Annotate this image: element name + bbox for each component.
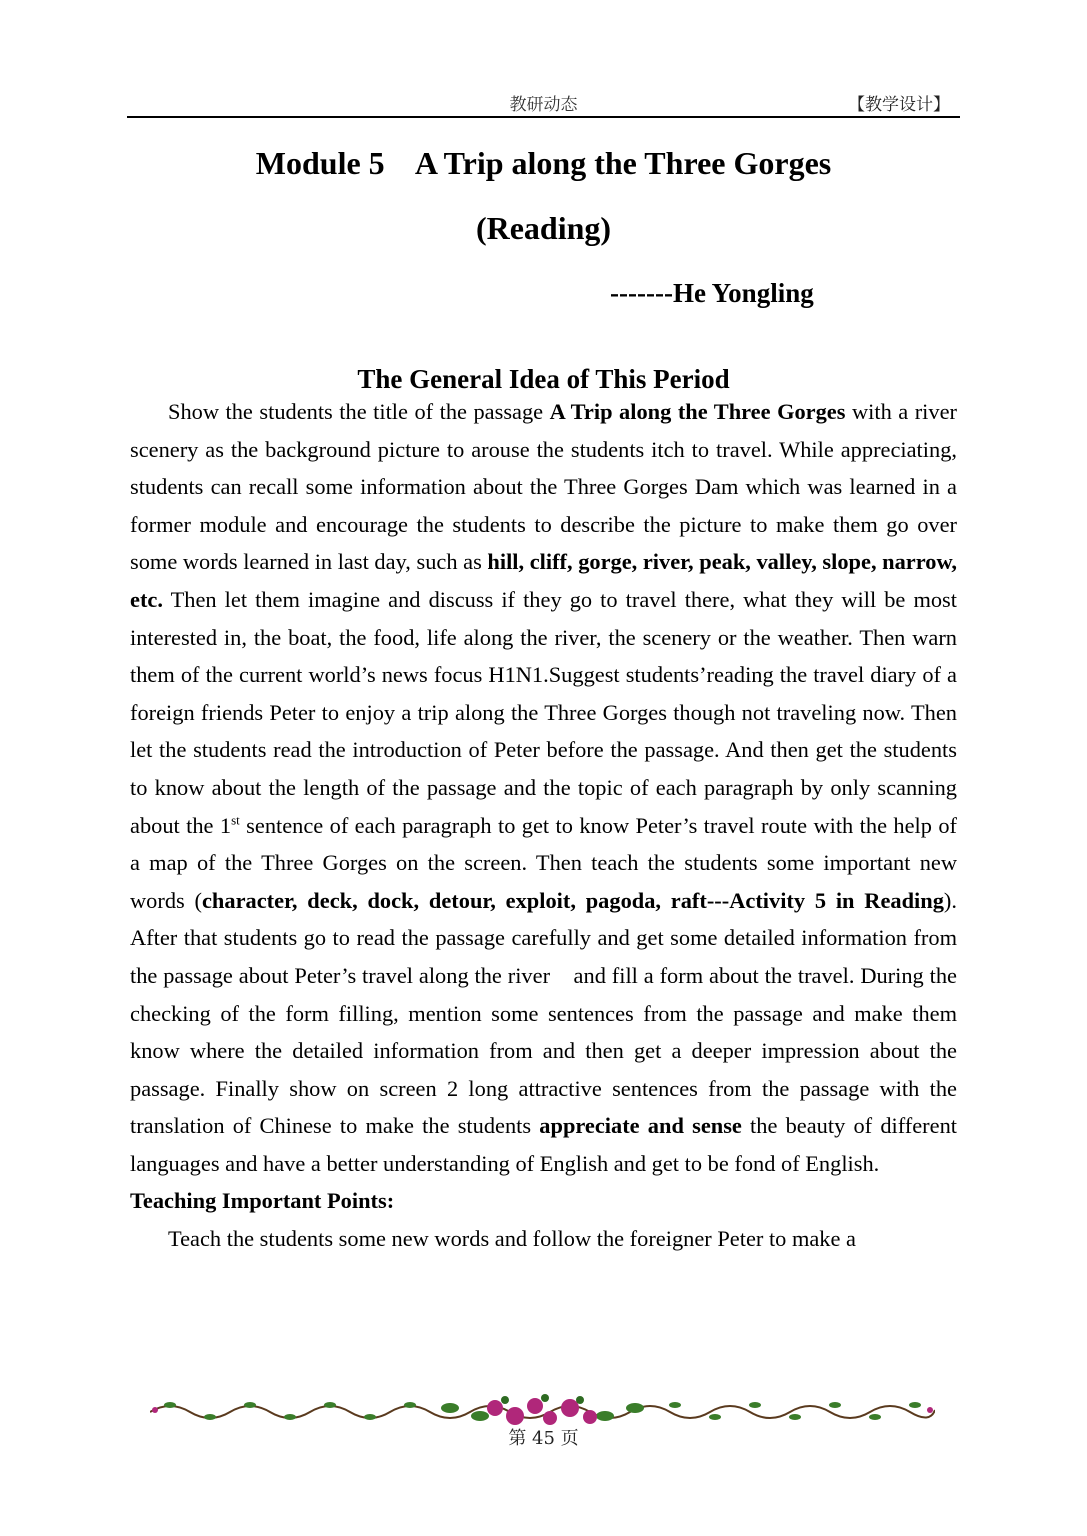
document-title (127, 147, 960, 179)
section-title: The General Idea of This Period (357, 364, 730, 395)
p1-bold-3: character, deck, dock, detour, exploit, pagoda, raft---Activity 5 in Reading (201, 887, 944, 913)
p1-text-3: Then let them imagine and discuss if they go to travel there, what they will be most interested in, the boat, the food, life along the river, the scenery or the weather. Then warn them of the current world’s news focus H1N1.Suggest students’reading the travel diary of a foreign friends Peter to enjoy a trip along the Three Gorges though not traveling now. Then let the students read the introduction of Peter before the passage. And then get the students to know about the length of the passage and the topic of each paragraph by only scanning about the 1 (130, 586, 957, 838)
author-line: -------He Yongling (610, 278, 814, 308)
document-subtitle (127, 212, 960, 244)
p1-superscript: st (231, 812, 240, 828)
paragraph-general-idea (130, 393, 963, 1182)
heading-teaching-important-points: Teaching Important Points: (130, 1188, 395, 1214)
p1-text-5: ). After that students go to read the passage carefully and get some detailed information from the passage about Peter’s travel along the river and fill a form about the travel. During the checking of the form filling, mention some sentences from the passage and make them know where the detailed information from and then get a deeper impression about the passage. Finally show on screen 2 long attractive sentences from the passage with the translation of Chinese to make the students (130, 887, 963, 1139)
header-right-text: 【教学设计】 (848, 95, 950, 115)
header-center-text: 教研动态 (509, 95, 578, 115)
document-title-text: Module 5 A Trip along the Three Gorges (255, 145, 832, 181)
p1-text-6: the beauty of different languages and have a better understanding of English and get to be fond of English. (130, 1113, 957, 1176)
p1-text-4: sentence of each paragraph to get to know Peter’s travel route with the help of a map of the Three Gorges on the screen. Then teach the students some important new words ( (130, 812, 957, 913)
page-number: 第 45 页 (508, 1428, 579, 1449)
document-subtitle-text: (Reading) (475, 210, 612, 246)
p1-bold-4: appreciate and sense (539, 1113, 742, 1139)
p1-bold-2: hill, cliff, gorge, river, peak, valley, slope, narrow, etc. (130, 549, 957, 612)
paragraph-teaching-points: Teach the students some new words and follow the foreigner Peter to make a (168, 1226, 856, 1252)
p1-text-2: with a river scenery as the background picture to arouse the students itch to travel. While appreciating, students can recall some information about the Three Gorges Dam which was learned in a former module and encourage the students to describe the picture to make them go over some words learned in last day, such as (130, 399, 957, 575)
p1-text-1: Show the students the title of the passage (168, 399, 550, 424)
p1-bold-1: A Trip along the Three Gorges (549, 399, 846, 424)
body-text (130, 393, 963, 1258)
page-header (127, 86, 960, 118)
